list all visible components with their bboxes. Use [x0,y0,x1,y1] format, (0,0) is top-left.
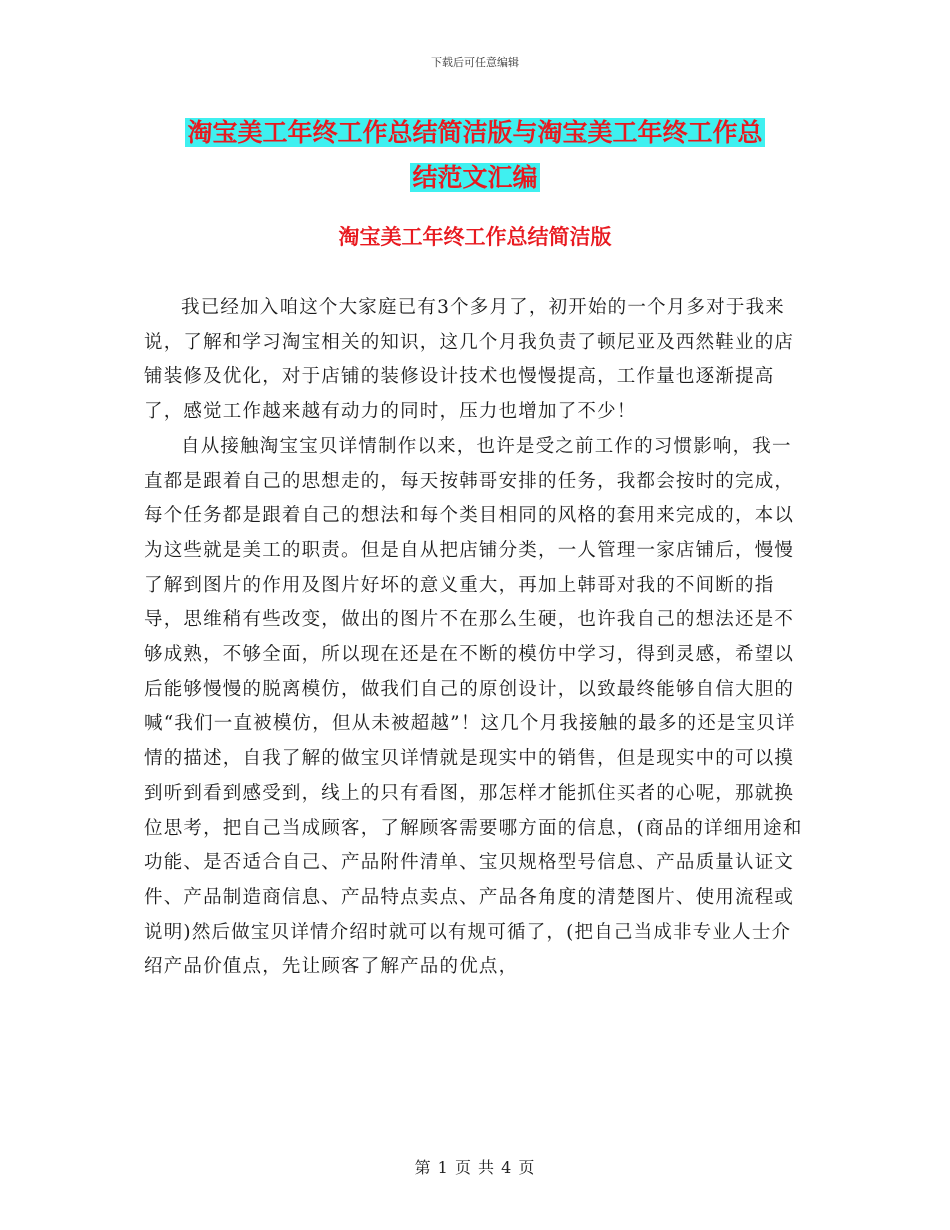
body-text [144,291,809,985]
paragraph-2: 自从接触淘宝宝贝详情制作以来，也许是受之前工作的习惯影响，我一直都是跟着自己的思想走的，每天按韩哥安排的任务，我都会按时的完成，每个任务都是跟着自己的想法和每个类目相同的风格的套用来完成的，本以为这些就是美工的职责。但是自从把店铺分类，一人管理一家店铺后，慢慢了解到图片的作用及图片好坏的意义重大，再加上韩哥对我的不间断的指导，思维稍有些改变，做出的图片不在那么生硬，也许我自己的想法还是不够成熟，不够全面，所以现在还是在不断的模仿中学习，得到灵感，希望以后能够慢慢的脱离模仿，做我们自己的原创设计，以致最终能够自信大胆的喊“我们一直被模仿，但从未被超越”！这几个月我接触的最多的还是宝贝详情的描述，自我了解的做宝贝详情就是现实中的销售，但是现实中的可以摸到听到看到感受到，线上的只有看图，那怎样才能抓住买者的心呢，那就换位思考，把自己当成顾客，了解顾客需要哪方面的信息，(商品的详细用途和功能、是否适合自己、产品附件清单、宝贝规格型号信息、产品质量认证文件、产品制造商信息、产品特点卖点、产品各角度的清楚图片、使用流程或说明)然后做宝贝详情介绍时就可以有规可循了，(把自己当成非专业人士介绍产品价值点，先让顾客了解产品的优点， [144,435,803,978]
paragraph-1: 我已经加入咱这个大家庭已有3个多月了，初开始的一个月多对于我来说，了解和学习淘宝相关的知识，这几个月我负责了顿尼亚及西然鞋业的店铺装修及优化，对于店铺的装修设计技术也慢慢提高，工作量也逐渐提高了，感觉工作越来越有动力的同时，压力也增加了不少！ [144,297,795,423]
section-title: 淘宝美工年终工作总结简洁版 [338,224,612,249]
document-title-line1: 淘宝美工年终工作总结简洁版与淘宝美工年终工作总 [187,118,763,147]
document-title [0,110,950,200]
page-number: 第 1 页 共 4 页 [414,1158,536,1177]
header-note: 下载后可任意编辑 [431,56,519,69]
document-title-line2: 结范文汇编 [412,163,538,192]
